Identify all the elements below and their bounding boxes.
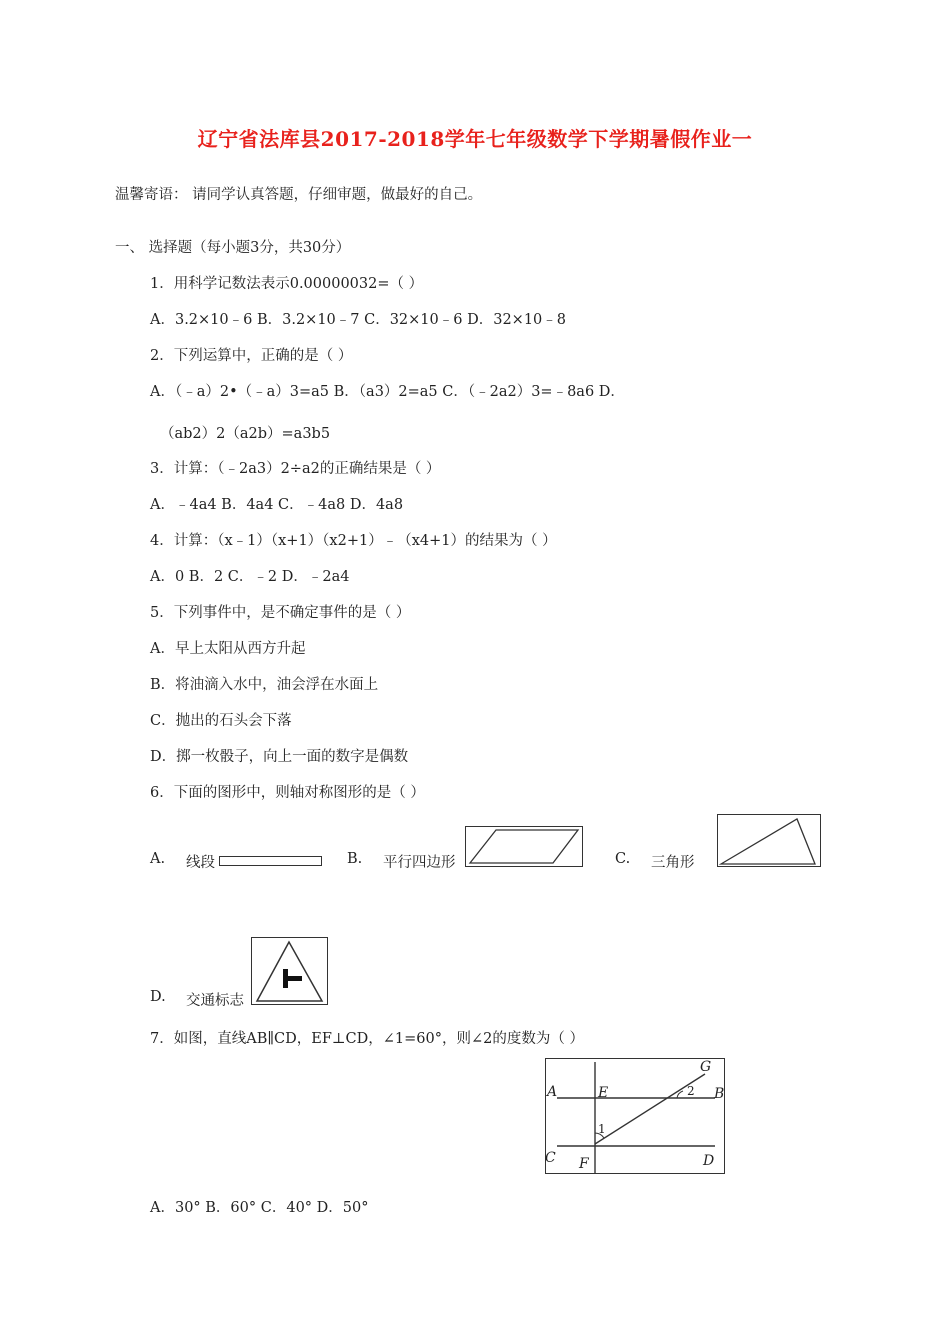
section-heading: 一、 选择题（每小题3分，共30分） [115, 240, 351, 256]
q1-options: A．3.2×10﹣6 B．3.2×10﹣7 C．32×10﹣6 D．32×10﹣8 [150, 312, 566, 328]
point-a-label: A [547, 1084, 558, 1100]
q6-stem: 6．下面的图形中，则轴对称图形的是（ ） [150, 785, 425, 801]
point-e-label: E [598, 1085, 609, 1101]
q5-option-a: A．早上太阳从西方升起 [150, 641, 306, 657]
point-g-label: G [700, 1059, 712, 1075]
q1-stem: 1．用科学记数法表示0.00000032=（ ） [150, 276, 424, 292]
point-b-label: B [714, 1086, 725, 1102]
q5-option-d: D．掷一枚骰子，向上一面的数字是偶数 [150, 749, 409, 765]
point-d-label: D [703, 1153, 715, 1169]
q3-options: A．﹣4a4 B．4a4 C．﹣4a8 D．4a8 [150, 497, 404, 513]
line-segment-figure [219, 856, 322, 866]
angle-2-label: 2 [687, 1084, 695, 1098]
greeting-text: 温馨寄语： 请同学认真答题，仔细审题，做最好的自己。 [115, 187, 483, 203]
q5-stem: 5．下列事件中，是不确定事件的是（ ） [150, 605, 411, 621]
q5-option-b: B．将油滴入水中，油会浮在水面上 [150, 677, 379, 693]
triangle-figure [717, 814, 821, 867]
point-c-label: C [545, 1150, 556, 1166]
q6-d-prefix: D. [150, 989, 166, 1005]
q6-b-prefix: B. [347, 851, 363, 867]
angle-1-label: 1 [598, 1122, 606, 1136]
q7-options: A．30° B．60° C．40° D．50° [150, 1200, 369, 1216]
q6-a-prefix: A. [150, 851, 166, 867]
q2-options-line2: （ab2）2（a2b）=a3b5 [160, 426, 331, 442]
q6-b-label: 平行四边形 [383, 855, 456, 871]
sign-bar-horizontal [283, 976, 302, 981]
parallel-lines-figure [545, 1058, 726, 1174]
q6-c-prefix: C. [615, 851, 631, 867]
q2-options-line1: A．（﹣a）2•（﹣a）3=a5 B．（a3）2=a5 C．（﹣2a2）3=﹣8a6 D． [150, 384, 625, 400]
q3-stem: 3．计算：（﹣2a3）2÷a2的正确结果是（ ） [150, 461, 441, 477]
q5-option-c: C．抛出的石头会下落 [150, 713, 292, 729]
q6-d-label: 交通标志 [186, 993, 244, 1009]
document-title: 辽宁省法库县2017-2018学年七年级数学下学期暑假作业一 [197, 127, 753, 151]
parallelogram-figure [465, 826, 583, 867]
point-f-label: F [579, 1156, 589, 1172]
traffic-sign-figure [251, 937, 328, 1005]
q6-a-label: 线段 [186, 855, 215, 871]
q4-stem: 4．计算：（x﹣1）（x+1）（x2+1）﹣（x4+1）的结果为（ ） [150, 533, 557, 549]
q6-c-label: 三角形 [651, 855, 695, 871]
q4-options: A．0 B．2 C．﹣2 D．﹣2a4 [150, 569, 350, 585]
q7-stem: 7．如图，直线AB∥CD，EF⊥CD，∠1=60°，则∠2的度数为（ ） [150, 1031, 584, 1047]
q2-stem: 2．下列运算中，正确的是（ ） [150, 348, 353, 364]
